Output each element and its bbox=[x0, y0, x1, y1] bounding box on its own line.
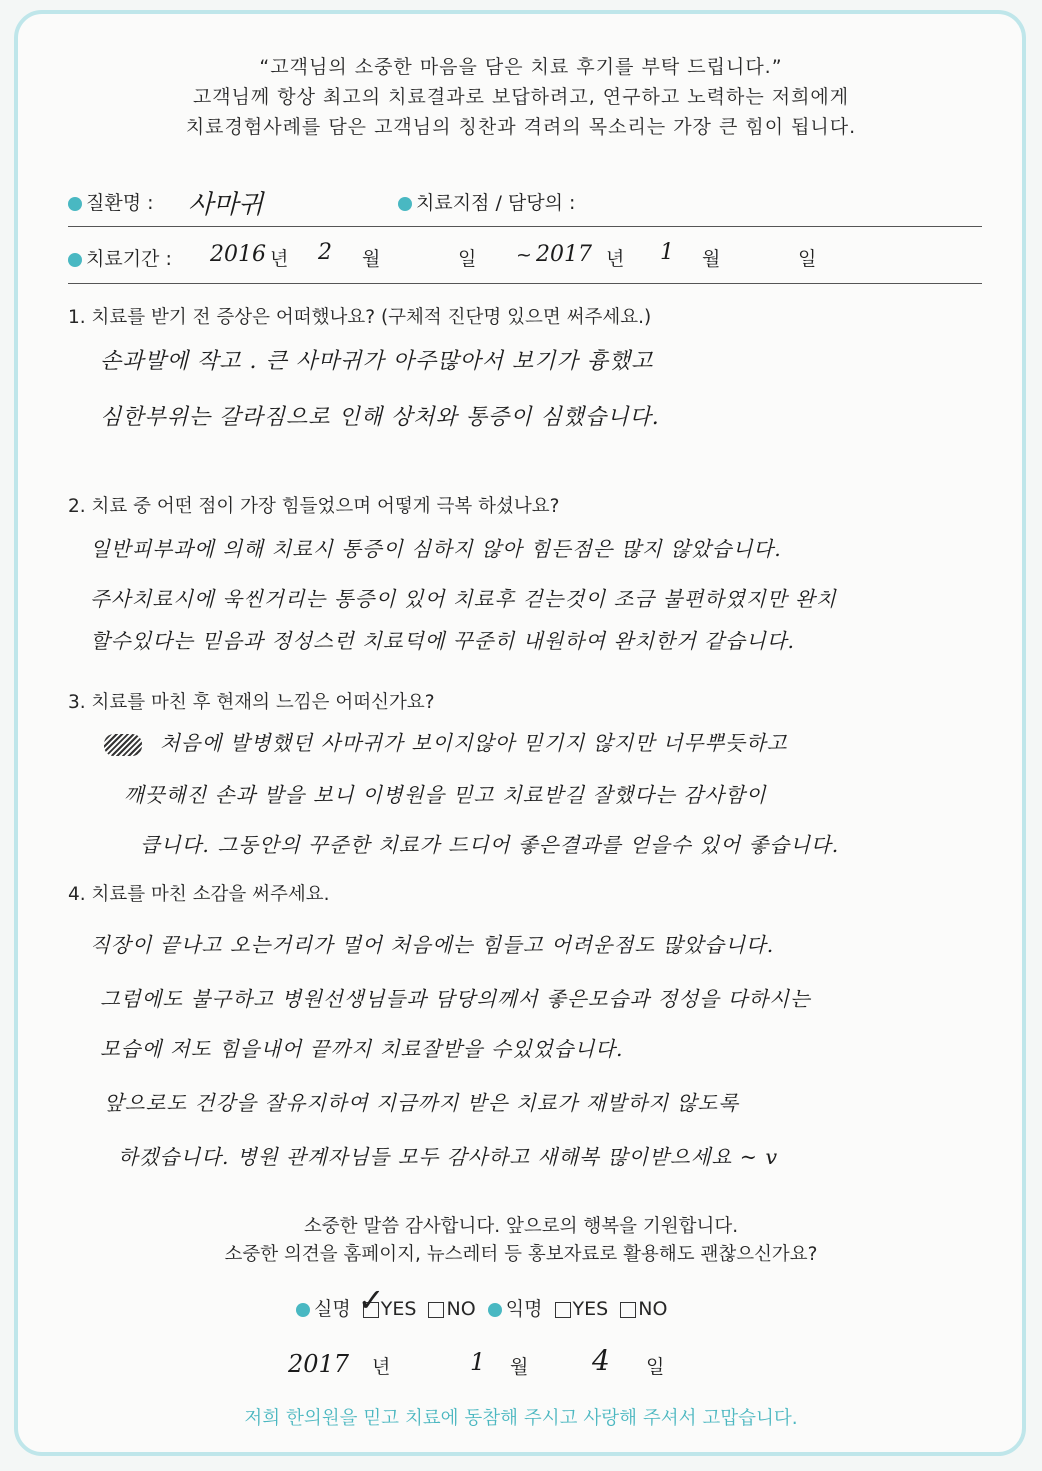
question-3: 3. 치료를 마친 후 현재의 느낌은 어떠신가요? bbox=[68, 692, 435, 713]
anonymous-yes-label: YES bbox=[572, 1298, 609, 1320]
bullet-dot-icon bbox=[296, 1303, 310, 1317]
divider bbox=[68, 226, 982, 227]
check-mark-icon: ✓ bbox=[357, 1280, 385, 1319]
answer-1-line-1: 손과발에 작고 . 큰 사마귀가 아주많아서 보기가 흉했고 bbox=[100, 349, 654, 374]
thanks-message: 저희 한의원을 믿고 치료에 동참해 주시고 사랑해 주셔서 고맙습니다. bbox=[244, 1408, 798, 1429]
period-start-month: 2 bbox=[318, 240, 332, 265]
answer-3-line-3: 큽니다. 그동안의 꾸준한 치료가 드디어 좋은결과를 얻을수 있어 좋습니다. bbox=[140, 833, 840, 857]
date-year: 2017 bbox=[288, 1350, 350, 1378]
header bbox=[0, 52, 1042, 142]
real-name-label: 실명 bbox=[314, 1298, 351, 1320]
answer-4-line-2: 그럼에도 불구하고 병원선생님들과 담당의께서 좋은모습과 정성을 다하시는 bbox=[100, 987, 811, 1011]
anonymous-no-label: NO bbox=[638, 1298, 668, 1320]
month-unit: 월 bbox=[362, 248, 381, 270]
year-unit: 년 bbox=[606, 248, 625, 270]
period-start-year: 2016 bbox=[210, 242, 266, 267]
clinic-label: 치료지점 / 담당의 : bbox=[398, 188, 575, 215]
answer-3-line-2: 깨끗해진 손과 발을 보니 이병원을 믿고 치료받길 잘했다는 감사함이 bbox=[124, 783, 767, 807]
question-4: 4. 치료를 마친 소감을 써주세요. bbox=[68, 884, 330, 905]
disease-value: 사마귀 bbox=[188, 190, 264, 220]
day-unit: 일 bbox=[798, 248, 817, 270]
tilde: ~ bbox=[516, 244, 532, 266]
date-month-unit: 월 bbox=[510, 1356, 529, 1378]
anonymous-yes-checkbox[interactable] bbox=[555, 1302, 571, 1318]
header-line-3: 치료경험사례를 담은 고객님의 칭찬과 격려의 목소리는 가장 큰 힘이 됩니다. bbox=[185, 116, 857, 138]
real-name-yes-label: YES bbox=[380, 1298, 417, 1320]
bullet-dot-icon bbox=[398, 197, 412, 211]
date-year-unit: 년 bbox=[372, 1356, 391, 1378]
answer-4-line-4: 앞으로도 건강을 잘유지하여 지금까지 받은 치료가 재발하지 않도록 bbox=[104, 1091, 740, 1115]
real-name-no-label: NO bbox=[446, 1298, 476, 1320]
real-name-yes-checkbox[interactable] bbox=[357, 1280, 385, 1319]
header-line-1: “고객님의 소중한 마음을 담은 치료 후기를 부탁 드립니다.” bbox=[259, 56, 783, 78]
footer-line-1: 소중한 말씀 감사합니다. 앞으로의 행복을 기원합니다. bbox=[303, 1216, 739, 1237]
answer-4-line-1: 직장이 끝나고 오는거리가 멀어 처음에는 힘들고 어려운점도 많았습니다. bbox=[90, 933, 775, 957]
footer-line-2: 소중한 의견을 홈페이지, 뉴스레터 등 홍보자료로 활용해도 괜찮으신가요? bbox=[224, 1244, 818, 1265]
answer-4-line-3: 모습에 저도 힘을내어 끝까지 치료잘받을 수있었습니다. bbox=[100, 1037, 624, 1061]
date-day: 4 bbox=[592, 1344, 610, 1377]
bullet-dot-icon bbox=[68, 253, 82, 267]
anonymous-label: 익명 bbox=[505, 1298, 543, 1320]
period-end-month: 1 bbox=[660, 240, 674, 265]
year-unit: 년 bbox=[270, 248, 289, 270]
divider bbox=[68, 283, 982, 284]
bullet-dot-icon bbox=[68, 197, 82, 211]
bullet-dot-icon bbox=[488, 1303, 502, 1317]
consent-row bbox=[296, 1280, 668, 1321]
answer-3-line-1: 처음에 발병했던 사마귀가 보이지않아 믿기지 않지만 너무뿌듯하고 bbox=[104, 726, 788, 756]
anonymous-no-checkbox[interactable] bbox=[620, 1302, 636, 1318]
scribble-mark bbox=[104, 734, 142, 756]
answer-2-line-2: 주사치료시에 욱씬거리는 통증이 있어 치료후 걷는것이 조금 불편하였지만 완치 bbox=[90, 587, 837, 611]
answer-2-line-3: 할수있다는 믿음과 정성스런 치료덕에 꾸준히 내원하여 완치한거 같습니다. bbox=[90, 629, 796, 653]
question-2: 2. 치료 중 어떤 점이 가장 힘들었으며 어떻게 극복 하셨나요? bbox=[68, 496, 560, 517]
answer-2-line-1: 일반피부과에 의해 치료시 통증이 심하지 않아 힘든점은 많지 않았습니다. bbox=[90, 537, 782, 561]
period-end-year: 2017 bbox=[536, 242, 592, 267]
answer-1-line-2: 심한부위는 갈라짐으로 인해 상처와 통증이 심했습니다. bbox=[100, 405, 660, 430]
day-unit: 일 bbox=[458, 248, 477, 270]
period-label: 치료기간 : bbox=[68, 244, 172, 271]
date-day-unit: 일 bbox=[646, 1356, 665, 1378]
disease-label: 질환명 : bbox=[68, 188, 154, 215]
answer-4-line-5: 하겠습니다. 병원 관계자님들 모두 감사하고 새해복 많이받으세요 ~ v bbox=[118, 1145, 779, 1169]
date-month: 1 bbox=[470, 1348, 486, 1376]
real-name-no-checkbox[interactable] bbox=[428, 1302, 444, 1318]
month-unit: 월 bbox=[702, 248, 721, 270]
question-1: 1. 치료를 받기 전 증상은 어떠했나요? (구체적 진단명 있으면 써주세요.) bbox=[68, 307, 652, 328]
header-line-2: 고객님께 항상 최고의 치료결과로 보답하려고, 연구하고 노력하는 저희에게 bbox=[192, 86, 850, 108]
